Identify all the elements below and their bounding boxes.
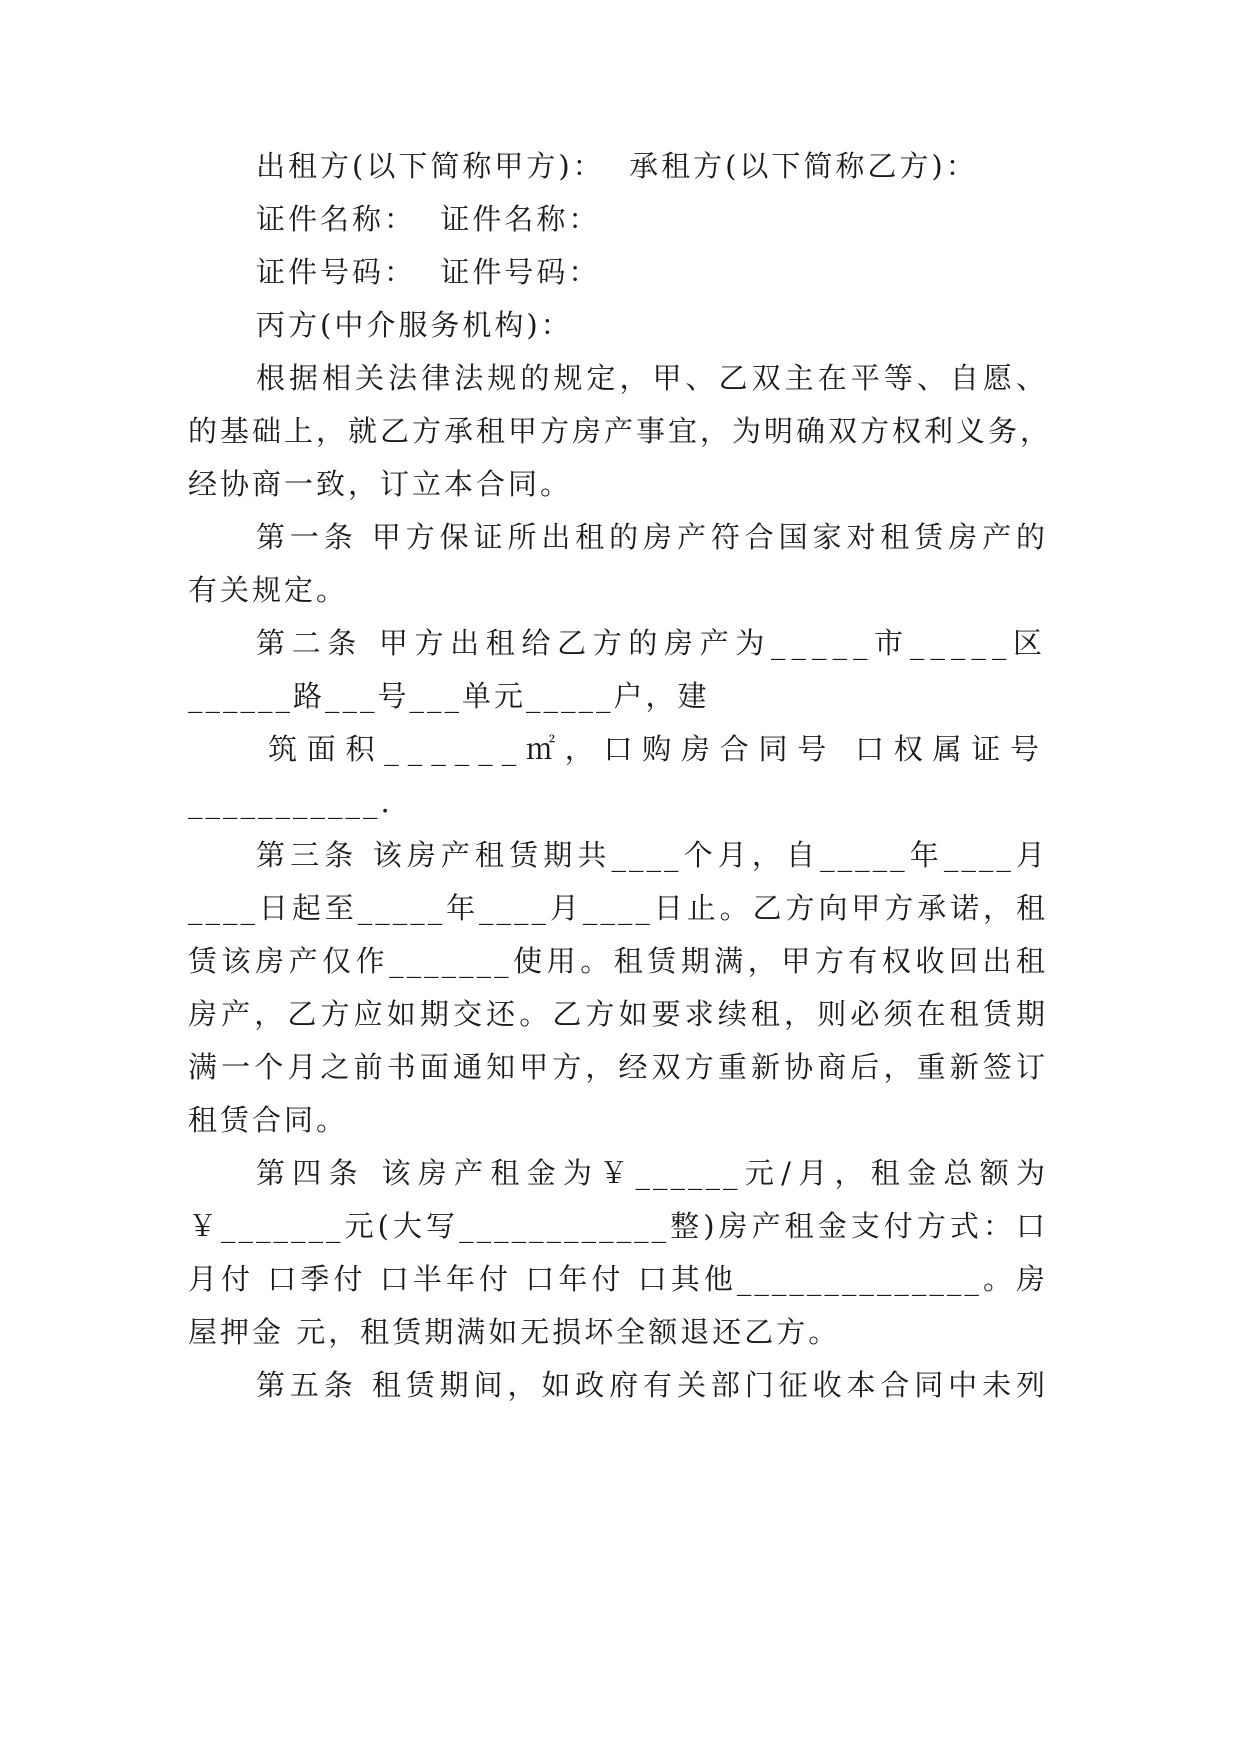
id-number-line: 证件号码： 证件号码：	[256, 255, 601, 289]
article-3-line-2: ____日起至_____年____月____日止。乙方向甲方承诺，租	[188, 891, 1048, 925]
article-3-line-5: 满一个月之前书面通知甲方，经双方重新协商后，重新签订	[188, 1050, 1048, 1084]
article-1-line-2: 有关规定。	[188, 573, 349, 607]
agency-line: 丙方(中介服务机构)：	[256, 308, 573, 342]
article-3-line-6: 租赁合同。	[188, 1103, 349, 1137]
article-2-line-2: ______路___号___单元_____户，建	[188, 679, 710, 713]
article-3-line-4: 房产，乙方应如期交还。乙方如要求续租，则必须在租赁期	[188, 997, 1048, 1031]
article-2-line-4: ___________.	[188, 785, 393, 819]
article-3-line-3: 赁该房产仅作_______使用。租赁期满，甲方有权收回出租	[188, 944, 1048, 978]
article-1-line-1: 第一条 甲方保证所出租的房产符合国家对租赁房产的	[256, 520, 1048, 554]
article-5-line-1: 第五条 租赁期间，如政府有关部门征收本合同中未列	[256, 1368, 1048, 1402]
preamble-line-3: 经协商一致，订立本合同。	[188, 467, 573, 501]
article-4-line-4: 屋押金 元，租赁期满如无损坏全额退还乙方。	[188, 1315, 841, 1349]
preamble-line-2: 的基础上，就乙方承租甲方房产事宜，为明确双方权利义务，	[188, 414, 1053, 448]
article-2-line-3: 筑面积______㎡，口购房合同号 口权属证号	[268, 732, 1048, 766]
article-2-line-1: 第二条 甲方出租给乙方的房产为_____市_____区	[256, 626, 1048, 660]
article-4-line-1: 第四条 该房产租金为￥______元/月，租金总额为	[256, 1156, 1048, 1190]
article-3-line-1: 第三条 该房产租赁期共____个月，自_____年____月	[256, 838, 1048, 872]
id-type-line: 证件名称： 证件名称：	[256, 202, 601, 236]
preamble-line-1: 根据相关法律法规的规定，甲、乙双主在平等、自愿、	[256, 361, 1048, 395]
article-4-line-3: 月付 口季付 口半年付 口年付 口其他______________。房	[188, 1262, 1048, 1296]
article-4-line-2: ￥_______元(大写____________整)房产租金支付方式：口	[188, 1209, 1048, 1243]
lessor-lessee-line: 出租方(以下简称甲方)： 承租方(以下简称乙方)：	[256, 149, 978, 183]
